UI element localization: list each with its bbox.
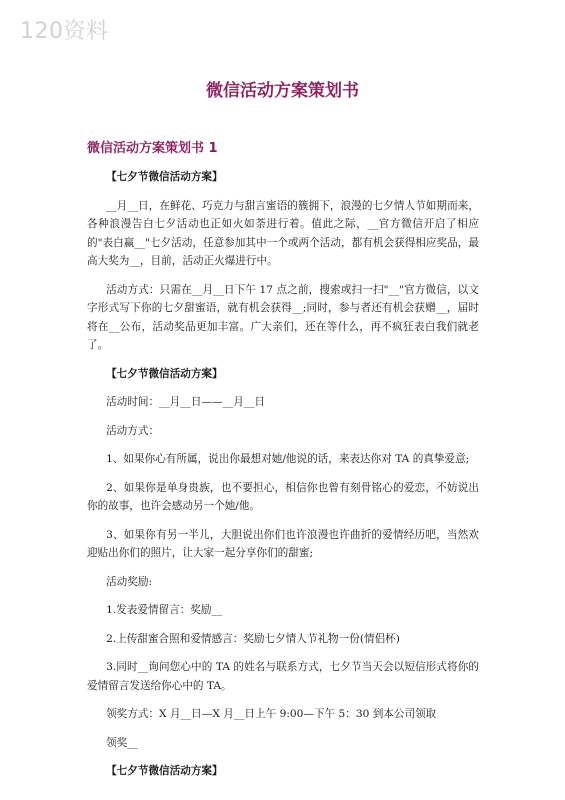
- paragraph: 2、如果你是单身贵族，也不要担心，相信你也曾有刻骨铭心的爱恋，不妨说出你的故事，也许会感动另一个她/他。: [87, 481, 479, 512]
- paragraph: 3、如果你有另一半儿，大胆说出你们也许浪漫也许曲折的爱情经历吧，当然欢迎贴出你们的照片，让大家一起分享你们的甜蜜;: [87, 528, 479, 559]
- paragraph: 活动方式：: [106, 424, 160, 437]
- paragraph: 活动时间：__月__日——__月__日: [106, 396, 265, 408]
- paragraph: 领奖__: [106, 736, 138, 749]
- paragraph: 活动方式：只需在__月__日下午 17 点之前，搜索或扫一扫"__"官方微信，以文字形式写下你的七夕甜蜜语，就有机会获得__;同时，参与者还有机会获赠__，届时将在__公布，活动奖品更加丰富。广大亲们，还在等什么，再不疯狂表白我们就老了。: [87, 283, 479, 351]
- paragraph-heading: 【七夕节微信活动方案】: [106, 171, 223, 183]
- paragraph: 活动奖励:: [106, 575, 153, 588]
- section-title: 微信活动方案策划书 1: [87, 141, 218, 156]
- paragraph: 2.上传甜蜜合照和爱情感言：奖励七夕情人节礼物一份(情侣杯): [106, 632, 400, 645]
- paragraph-heading: 【七夕节微信活动方案】: [106, 765, 223, 777]
- document-body: [87, 168, 479, 791]
- document-title: 微信活动方案策划书: [206, 81, 359, 101]
- paragraph: 1、如果你心有所属，说出你最想对她/他说的话，来表达你对 TA 的真挚爱意;: [106, 453, 470, 465]
- paragraph: 1.发表爱情留言：奖励__: [106, 604, 223, 616]
- paragraph: 3.同时__询问您心中的 TA 的姓名与联系方式，七夕节当天会以短信形式将你的爱情留言发送给你心中的 TA。: [87, 661, 479, 692]
- paragraph-heading: 【七夕节微信活动方案】: [106, 367, 223, 380]
- paragraph: 领奖方式：X 月__日—X 月__日上午 9:00—下午 5：30 到本公司领取: [106, 708, 437, 720]
- paragraph: __月__日，在鲜花、巧克力与甜言蜜语的簇拥下，浪漫的七夕情人节如期而来，各种浪漫告白七夕活动也正如火如荼进行着。值此之际，__官方微信开启了相应的"表白赢__"七夕活动，任意参加其中一个或两个活动，都有机会获得相应奖品，最高大奖为__，目前，活动正火爆进行中。: [87, 199, 479, 267]
- watermark-text: 120资料: [20, 19, 109, 44]
